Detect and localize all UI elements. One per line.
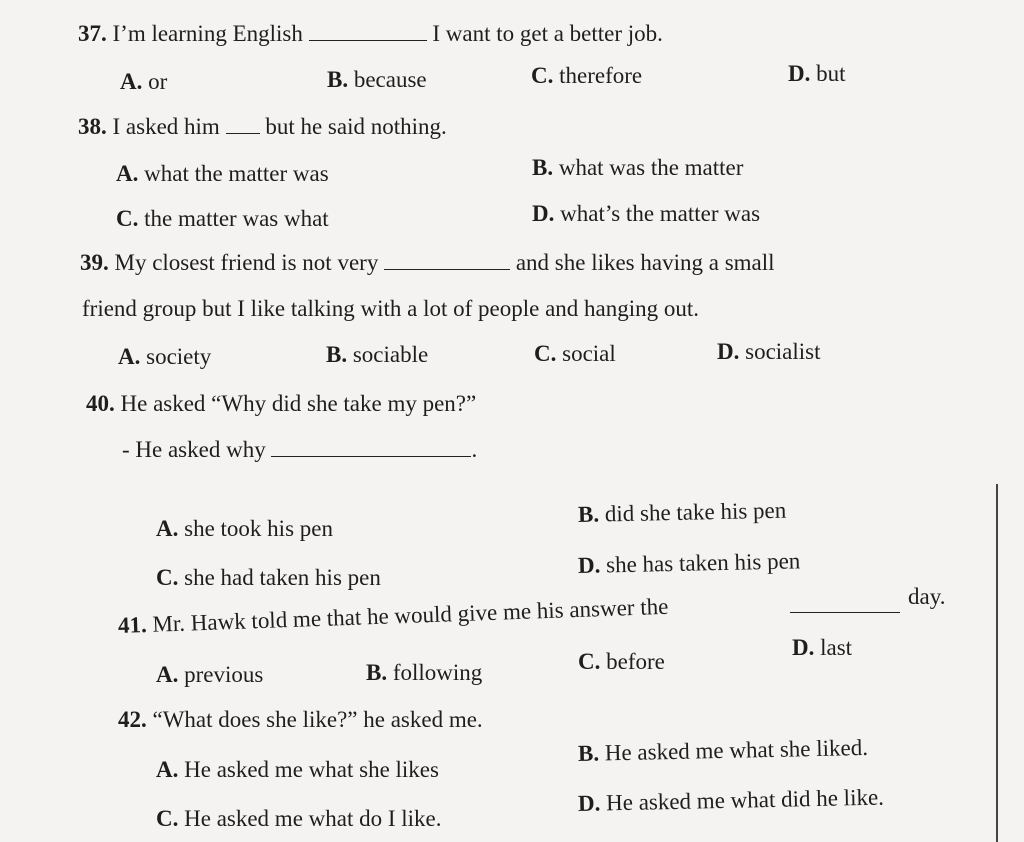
question-text: - He asked why bbox=[122, 437, 266, 462]
option-text: she had taken his pen bbox=[184, 565, 381, 590]
answer-blank bbox=[226, 115, 260, 134]
question-number: 39. bbox=[80, 250, 109, 275]
question-number: 42. bbox=[118, 707, 147, 732]
option-letter: C. bbox=[531, 63, 554, 88]
question-text: My closest friend is not very bbox=[114, 250, 379, 275]
option-letter: B. bbox=[327, 67, 349, 92]
option-38-a bbox=[116, 160, 329, 188]
option-text: did she take his pen bbox=[604, 497, 787, 527]
answer-blank bbox=[271, 438, 471, 457]
option-letter: A. bbox=[156, 662, 179, 687]
answer-blank bbox=[384, 251, 510, 270]
option-text: therefore bbox=[559, 63, 643, 88]
option-39-c bbox=[534, 340, 616, 368]
option-39-d bbox=[717, 338, 821, 366]
option-42-c bbox=[156, 805, 442, 833]
option-39-b bbox=[326, 341, 428, 369]
answer-blank bbox=[309, 22, 427, 41]
option-text: she has taken his pen bbox=[605, 548, 801, 578]
option-41-d bbox=[792, 634, 852, 662]
option-40-d bbox=[578, 547, 801, 580]
option-42-d bbox=[578, 784, 884, 818]
question-40 bbox=[86, 390, 476, 418]
option-text: He asked me what do I like. bbox=[184, 806, 442, 831]
option-text: the matter was what bbox=[144, 206, 329, 231]
option-41-c bbox=[578, 648, 665, 676]
option-letter: B. bbox=[366, 660, 388, 685]
option-letter: A. bbox=[116, 161, 139, 186]
question-41 bbox=[118, 593, 669, 640]
option-letter: D. bbox=[577, 790, 601, 816]
option-letter: C. bbox=[578, 649, 601, 674]
option-letter: A. bbox=[120, 69, 143, 94]
option-letter: D. bbox=[717, 339, 740, 364]
option-letter: C. bbox=[534, 341, 557, 366]
option-letter: B. bbox=[326, 342, 348, 367]
question-text: . bbox=[471, 437, 478, 462]
question-39-continuation: friend group but I like talking with a lot of people and hanging out. bbox=[82, 296, 700, 321]
margin-rule bbox=[996, 484, 998, 842]
option-41-a bbox=[156, 661, 263, 689]
question-40-subline bbox=[122, 436, 477, 464]
option-letter: B. bbox=[532, 155, 554, 180]
option-text: because bbox=[353, 67, 427, 92]
option-text: or bbox=[148, 69, 168, 94]
option-text: social bbox=[562, 341, 616, 366]
option-letter: D. bbox=[532, 201, 555, 226]
question-number: 37. bbox=[78, 21, 107, 46]
option-text: last bbox=[820, 635, 853, 660]
option-letter: C. bbox=[156, 806, 179, 831]
option-text: what the matter was bbox=[144, 161, 329, 186]
question-text: Mr. Hawk told me that he would give me his answer the bbox=[152, 593, 669, 637]
option-text: what’s the matter was bbox=[560, 201, 761, 226]
question-text: He asked “Why did she take my pen?” bbox=[120, 391, 477, 416]
option-38-d bbox=[532, 200, 760, 228]
question-38 bbox=[78, 113, 447, 141]
option-letter: D. bbox=[577, 552, 601, 578]
question-39 bbox=[80, 249, 775, 277]
option-text: He asked me what she likes bbox=[184, 757, 439, 782]
option-38-b bbox=[532, 154, 743, 182]
option-42-a bbox=[156, 756, 439, 784]
option-39-a bbox=[118, 343, 211, 371]
option-text: previous bbox=[184, 662, 264, 687]
option-text: He asked me what did he like. bbox=[605, 784, 885, 816]
option-letter: A. bbox=[156, 757, 179, 782]
question-number: 38. bbox=[78, 114, 107, 139]
option-40-b bbox=[578, 497, 787, 529]
option-text: before bbox=[606, 649, 665, 674]
option-text: society bbox=[146, 344, 212, 369]
option-letter: D. bbox=[792, 635, 815, 660]
option-38-c bbox=[116, 205, 329, 233]
question-text: I want to get a better job. bbox=[432, 21, 663, 46]
option-letter: A. bbox=[156, 516, 179, 541]
option-text: socialist bbox=[745, 339, 821, 364]
question-text: “What does she like?” he asked me. bbox=[152, 707, 483, 732]
option-text: but bbox=[816, 61, 846, 86]
option-letter: B. bbox=[577, 740, 600, 766]
option-text: He asked me what she liked. bbox=[604, 734, 869, 766]
question-37 bbox=[78, 20, 663, 48]
question-41-end: day. bbox=[908, 584, 946, 609]
option-37-b bbox=[327, 66, 427, 94]
option-text: she took his pen bbox=[184, 516, 333, 541]
question-number: 40. bbox=[86, 391, 115, 416]
option-37-d bbox=[788, 60, 846, 88]
option-37-a bbox=[120, 68, 167, 96]
option-letter: C. bbox=[116, 206, 139, 231]
option-letter: B. bbox=[577, 501, 600, 527]
option-letter: D. bbox=[788, 61, 811, 86]
option-37-c bbox=[531, 62, 642, 90]
option-text: sociable bbox=[352, 342, 429, 367]
option-letter: A. bbox=[118, 344, 141, 369]
option-letter: C. bbox=[156, 565, 179, 590]
question-text: but he said nothing. bbox=[265, 114, 447, 139]
question-number: 41. bbox=[117, 612, 148, 638]
option-42-b bbox=[578, 734, 869, 768]
question-text: I’m learning English bbox=[112, 21, 303, 46]
question-text: I asked him bbox=[112, 114, 220, 139]
answer-blank bbox=[790, 594, 900, 613]
question-text: and she likes having a small bbox=[515, 250, 775, 275]
option-text: following bbox=[392, 660, 483, 685]
question-42 bbox=[118, 706, 483, 734]
option-40-a bbox=[156, 515, 333, 543]
option-41-b bbox=[366, 659, 482, 687]
option-text: what was the matter bbox=[558, 155, 744, 180]
option-40-c bbox=[156, 564, 381, 592]
